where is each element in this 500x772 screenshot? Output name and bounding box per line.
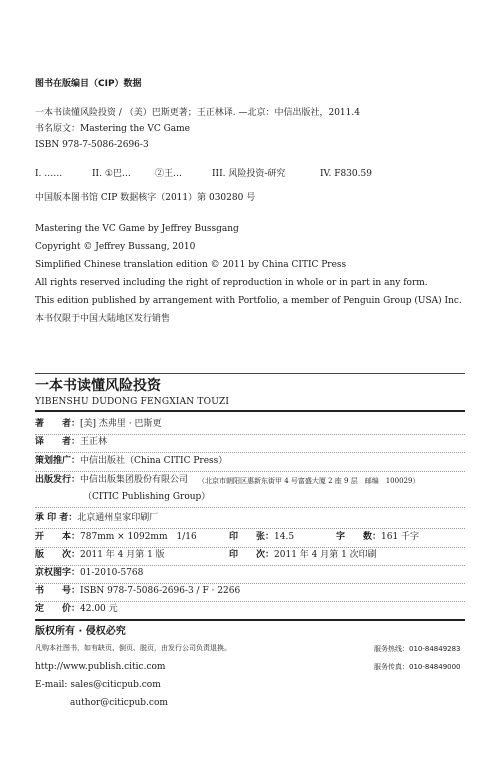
colophon-row-isbn bbox=[35, 586, 240, 597]
colophon-row-words bbox=[336, 532, 419, 543]
cip-class-ii-b: ②王… bbox=[155, 169, 183, 179]
service-fax: 服务传真：010-84849000 bbox=[374, 663, 461, 671]
colophon-row-printer bbox=[35, 513, 158, 524]
service-hotline: 服务热线：010-84849283 bbox=[374, 645, 461, 653]
field-label: 定 价： bbox=[35, 604, 81, 614]
field-value: 161 千字 bbox=[381, 532, 420, 542]
field-label: 著 者： bbox=[35, 419, 81, 429]
publisher-address: （北京市朝阳区惠新东街甲 4 号富盛大厦 2 座 9 层 邮编 100029） bbox=[198, 477, 420, 485]
colophon-row-translator bbox=[35, 437, 107, 448]
field-label: 译 者： bbox=[35, 437, 81, 447]
cip-original-title: 书名原文：Mastering the VC Game bbox=[35, 124, 191, 134]
divider bbox=[35, 619, 465, 621]
divider bbox=[35, 507, 465, 508]
colophon-row-planner bbox=[35, 456, 227, 467]
divider bbox=[35, 528, 465, 529]
field-label: 出版发行： bbox=[35, 475, 81, 485]
book-title: 一本书读懂风险投资 bbox=[35, 378, 161, 394]
field-label: 印 次： bbox=[229, 550, 275, 560]
rights-notice-heading: 版权所有 · 侵权必究 bbox=[35, 626, 126, 637]
divider bbox=[35, 452, 465, 453]
field-label: 版 次： bbox=[35, 550, 81, 560]
field-label: 字 数： bbox=[336, 532, 382, 542]
field-value: 王正林 bbox=[80, 437, 108, 447]
rights-title-author: Mastering the VC Game by Jeffrey Bussgang bbox=[35, 224, 239, 234]
website-link[interactable]: http://www.publish.citic.com bbox=[35, 662, 166, 672]
author-email[interactable]: author@citicpub.com bbox=[70, 698, 168, 708]
cip-number: 中国版本图书馆 CIP 数据核字（2011）第 030280 号 bbox=[35, 193, 256, 203]
cip-heading: 图书在版编目（CIP）数据 bbox=[35, 79, 142, 89]
rights-translation: Simplified Chinese translation edition © 2011 by China CITIC Press bbox=[35, 260, 347, 270]
return-policy: 凡购本社图书，如有缺页、倒页、脱页，由发行公司负责退换。 bbox=[35, 644, 231, 652]
rights-copyright: Copyright © Jeffrey Bussang, 2010 bbox=[35, 242, 196, 252]
cip-class-iv: IV. F830.59 bbox=[320, 169, 372, 179]
colophon-row-publisher bbox=[35, 475, 188, 486]
cip-class-ii: II. ①巴… bbox=[92, 169, 131, 179]
sales-email[interactable]: E-mail: sales@citicpub.com bbox=[35, 680, 161, 690]
field-value: ISBN 978-7-5086-2696-3 / F · 2266 bbox=[80, 586, 241, 596]
field-value: 中信出版社（China CITIC Press） bbox=[80, 456, 228, 466]
divider bbox=[35, 373, 465, 374]
field-value: 14.5 bbox=[274, 532, 295, 542]
book-title-pinyin: YIBENSHU DUDONG FENGXIAN TOUZI bbox=[35, 397, 230, 407]
rights-reserved: All rights reserved including the right of reproduction in whole or in part in any form. bbox=[35, 278, 428, 288]
field-label: 开 本： bbox=[35, 532, 81, 542]
publisher-english-name: （CITIC Publishing Group） bbox=[83, 492, 211, 502]
field-label: 承 印 者： bbox=[35, 513, 78, 523]
colophon-row-edition bbox=[35, 550, 165, 561]
cip-entry: 一本书读懂风险投资 / （美）巴斯更著；王正林译. —北京：中信出版社，2011.4 bbox=[35, 108, 360, 118]
colophon-row-format bbox=[35, 532, 197, 543]
divider bbox=[35, 434, 465, 435]
colophon-row-permit bbox=[35, 568, 143, 579]
field-value: 中信出版集团股份有限公司 bbox=[80, 475, 189, 485]
field-value: 787mm × 1092mm 1/16 bbox=[80, 532, 197, 542]
field-value: [美] 杰弗里 · 巴斯更 bbox=[80, 419, 162, 429]
field-label: 京权图字： bbox=[35, 568, 81, 578]
colophon-row-author bbox=[35, 419, 161, 430]
field-value: 北京通州皇家印刷厂 bbox=[77, 513, 159, 523]
rights-region: 本书仅限于中国大陆地区发行销售 bbox=[35, 314, 171, 324]
cip-isbn: ISBN 978-7-5086-2696-3 bbox=[35, 140, 149, 150]
divider bbox=[35, 565, 465, 566]
divider bbox=[35, 471, 465, 472]
field-value: 42.00 元 bbox=[80, 604, 118, 614]
divider bbox=[35, 547, 465, 548]
divider bbox=[35, 583, 465, 584]
field-value: 2011 年 4 月第 1 版 bbox=[80, 550, 165, 560]
divider bbox=[35, 410, 465, 412]
divider bbox=[35, 601, 465, 602]
rights-arrangement: This edition published by arrangement with Portfolio, a member of Penguin Group (USA) Inc. bbox=[35, 296, 462, 306]
field-label: 策划推广： bbox=[35, 456, 81, 466]
cip-class-i: I. …… bbox=[35, 169, 63, 179]
colophon-row-printing bbox=[229, 550, 377, 561]
field-label: 书 号： bbox=[35, 586, 81, 596]
colophon-row-price bbox=[35, 604, 118, 615]
field-label: 印 张： bbox=[229, 532, 275, 542]
field-value: 2011 年 4 月第 1 次印刷 bbox=[274, 550, 377, 560]
field-value: 01-2010-5768 bbox=[80, 568, 144, 578]
colophon-row-sheets bbox=[229, 532, 294, 543]
cip-class-iii: III. 风险投资-研究 bbox=[212, 169, 286, 179]
